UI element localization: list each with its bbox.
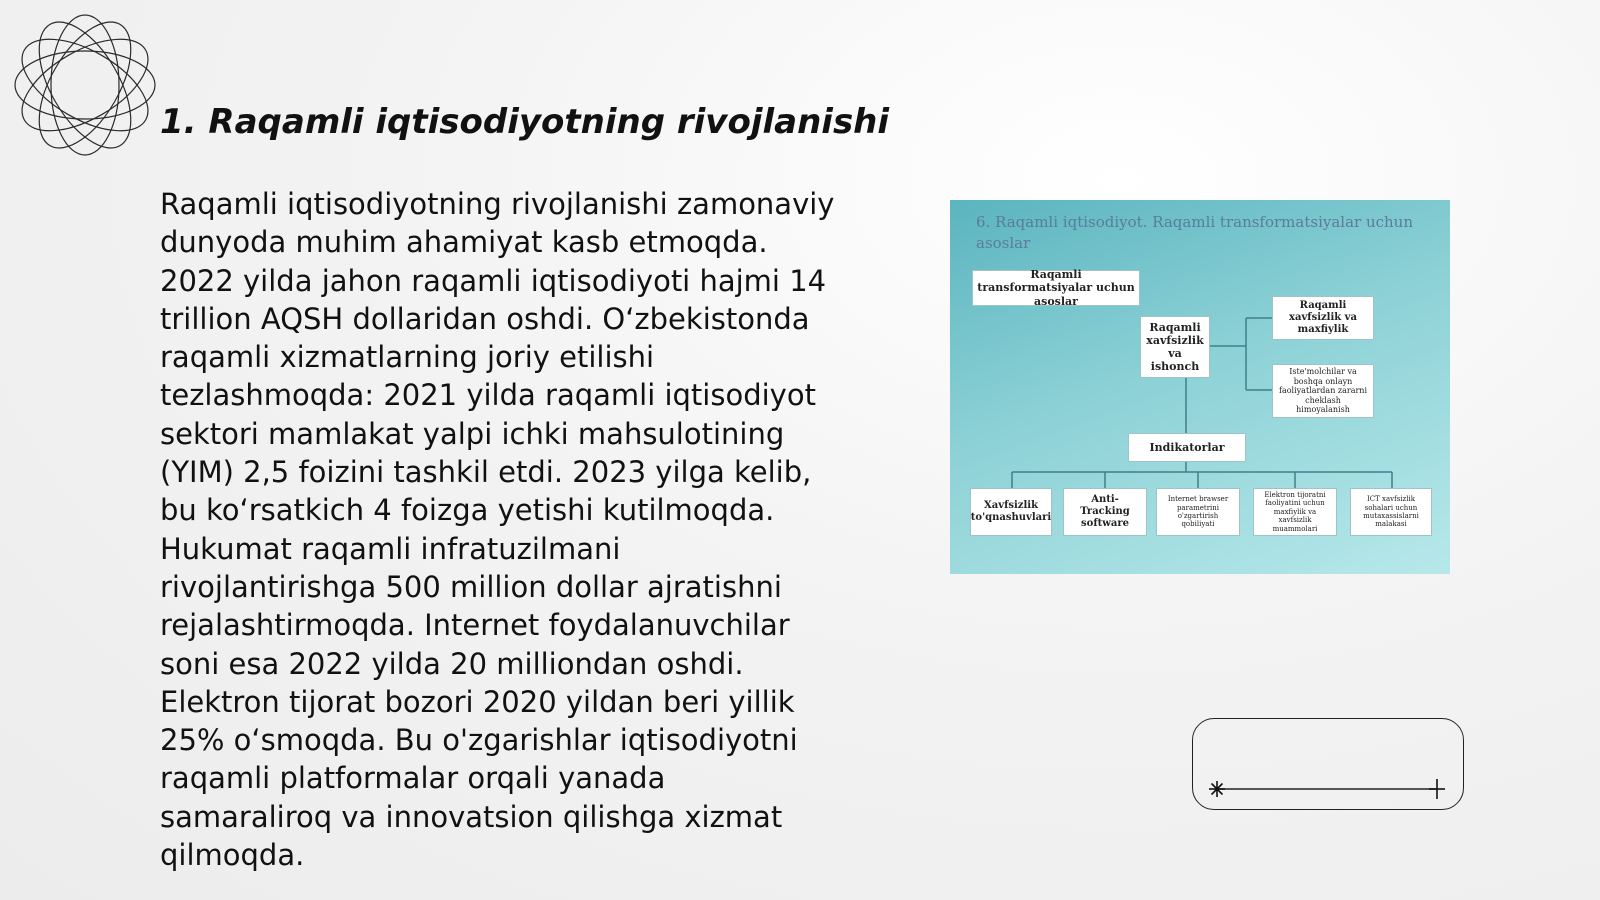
- diagram-box-anti-tracking: Anti-Tracking software: [1063, 488, 1147, 536]
- diagram-box-ict-specialists: ICT xavfsizlik sohalari uchun mutaxassislarni malakasi: [1350, 488, 1432, 536]
- diagram-box-security-incidents: Xavfsizlik to'qnashuvlari: [970, 488, 1052, 536]
- diagram-box-ecommerce-privacy: Elektron tijoratni faoliyatini uchun maxfiylik va xavfsizlik muammolari: [1253, 488, 1337, 536]
- diagram-box-consumer-protection: Iste'molchilar va boshqa onlayn faoliyatlardan zararni cheklash himoyalanish: [1272, 364, 1374, 418]
- diagram-image: [950, 200, 1450, 574]
- sparkle-icon: [1209, 781, 1225, 797]
- decorative-navigation-pill: [1192, 718, 1464, 810]
- diagram-box-indicators: Indikatorlar: [1128, 433, 1246, 462]
- diagram-box-browser-settings: Internet brawser parametrini o'zgartirish qobiliyati: [1156, 488, 1240, 536]
- diagram-box-privacy: Raqamli xavfsizlik va maxfiylik: [1272, 296, 1374, 340]
- diagram-box-foundations: Raqamli transformatsiyalar uchun asoslar: [972, 270, 1140, 306]
- diagram-caption: 6. Raqamli iqtisodiyot. Raqamli transformatsiyalar uchun asoslar: [976, 213, 1414, 252]
- diagram-box-security-trust: Raqamli xavfsizlik va ishonch: [1140, 316, 1210, 378]
- slide-body-text: Raqamli iqtisodiyotning rivojlanishi zamonaviy dunyoda muhim ahamiyat kasb etmoqda. 2022 yilda jahon raqamli iqtisodiyoti hajmi 14 trillion AQSH dollaridan oshdi. O‘zbekistonda raqamli xizmatlarning joriy etilishi tezlashmoqda: 2021 yilda raqamli iqtisodiyot sektori mamlakat yalpi ichki mahsulotining (YIM) 2,5 foizini tashkil etdi. 2023 yilga kelib, bu ko‘rsatkich 4 foizga yetishi kutilmoqda. Hukumat raqamli infratuzilmani rivojlantirishga 500 million dollar ajratishni rejalashtirmoqda. Internet foydalanuvchilar soni esa 2022 yilda 20 milliondan oshdi. Elektron tijorat bozori 2020 yildan beri yillik 25% o‘smoqda. Bu o'zgarishlar iqtisodiyotni raqamli platformalar orqali yanada samaraliroq va innovatsion qilishga xizmat qilmoqda.: [160, 187, 835, 873]
- orbit-rings-icon: [10, 10, 160, 160]
- nav-line: [1193, 719, 1465, 811]
- slide-title: 1. Raqamli iqtisodiyotning rivojlanishi: [160, 102, 890, 142]
- plus-icon: [1429, 779, 1445, 799]
